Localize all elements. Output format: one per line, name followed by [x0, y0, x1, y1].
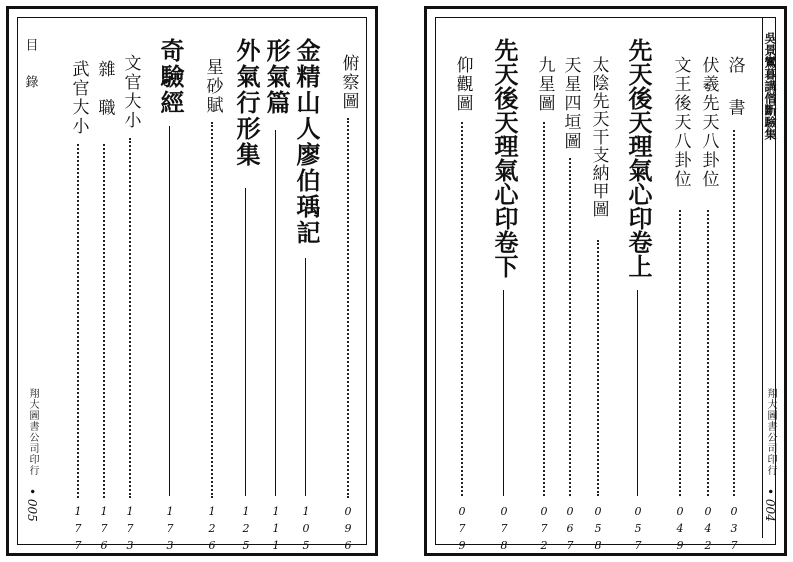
right-header-text: 吳景鸞暮講僧斷驗集 — [763, 32, 777, 140]
toc-entry-title: 先天後天理氣心印卷上 — [624, 38, 653, 278]
toc-entry-page: 1 7 6 — [100, 505, 108, 552]
toc-entry-title: 星砂賦 — [202, 58, 223, 115]
toc-entry-page: 0 7 8 — [500, 505, 508, 552]
toc-entry-title: 文王後天八卦位 — [670, 56, 691, 189]
toc-entry-title: 先天後天理氣心印卷下 — [490, 38, 519, 278]
toc-entry-page: 0 5 8 — [594, 505, 602, 552]
toc-entry-page: 1 0 5 — [302, 505, 310, 552]
leader-dots — [129, 138, 131, 498]
leader-dots — [461, 122, 463, 496]
leader-dots — [733, 130, 735, 496]
leader-dots — [347, 118, 349, 498]
toc-entry-title: 形氣篇 — [262, 38, 291, 116]
toc-entry-title: 天星四垣圖 — [560, 56, 581, 151]
leader-rule — [503, 290, 504, 496]
toc-entry-title: 雜 職 — [94, 60, 115, 124]
toc-entry-page: 1 7 7 — [74, 505, 82, 552]
leader-rule — [169, 126, 170, 496]
leader-rule — [245, 188, 246, 496]
toc-entry-title: 伏羲先天八卦位 — [698, 56, 719, 189]
leader-rule — [305, 258, 306, 496]
leader-dots — [569, 158, 571, 496]
toc-entry-title: 仰觀圖 — [452, 56, 473, 113]
leader-rule — [637, 290, 638, 496]
leader-rule — [275, 130, 276, 496]
right-publisher-text: 翔大圖書公司印行 — [765, 388, 776, 476]
toc-entry-page: 0 5 7 — [634, 505, 642, 552]
toc-entry-title: 武官大小 — [68, 60, 89, 136]
toc-heading-text: 目 錄 — [22, 38, 38, 99]
left-publisher-text: 翔大圖書公司印行 — [27, 388, 38, 476]
leader-dots — [707, 210, 709, 496]
toc-entry-page: 1 2 6 — [208, 505, 216, 552]
toc-entry-page: 0 6 7 — [566, 505, 574, 552]
toc-entry-title: 外氣行形集 — [232, 38, 261, 168]
toc-entry-title: 俯察圖 — [338, 54, 359, 111]
toc-entry-title: 奇驗經 — [156, 38, 185, 116]
toc-entry-page: 1 7 3 — [126, 505, 134, 552]
toc-entry-page: 0 4 9 — [676, 505, 684, 552]
leader-dots — [103, 144, 105, 498]
toc-entry-page: 1 2 5 — [242, 505, 250, 552]
left-page — [6, 6, 378, 556]
toc-entry-page: 0 4 2 — [704, 505, 712, 552]
toc-entry-title: 九星圖 — [534, 56, 555, 113]
toc-entry-page: 1 7 3 — [166, 505, 174, 552]
toc-entry-title: 洛 書 — [724, 56, 745, 126]
toc-entry-page: 0 7 2 — [540, 505, 548, 552]
right-page — [424, 6, 787, 556]
leader-dots — [211, 122, 213, 498]
left-page-number: • 005 — [25, 488, 39, 522]
right-page-number: • 004 — [763, 488, 777, 522]
toc-entry-title: 金精山人廖伯瑀記 — [292, 38, 321, 246]
right-page-frame — [435, 17, 777, 552]
left-page-frame — [17, 17, 367, 552]
toc-entry-page: 1 1 1 — [272, 505, 280, 552]
leader-dots — [597, 240, 599, 496]
toc-entry-page: 0 7 9 — [458, 505, 466, 552]
leader-dots — [543, 122, 545, 496]
leader-dots — [679, 210, 681, 496]
leader-dots — [77, 144, 79, 498]
toc-entry-page: 0 9 6 — [344, 505, 352, 552]
toc-entry-page: 0 3 7 — [730, 505, 738, 552]
toc-entry-title: 太陰先天干支納甲圖 — [588, 56, 609, 218]
toc-entry-title: 文官大小 — [120, 54, 141, 130]
